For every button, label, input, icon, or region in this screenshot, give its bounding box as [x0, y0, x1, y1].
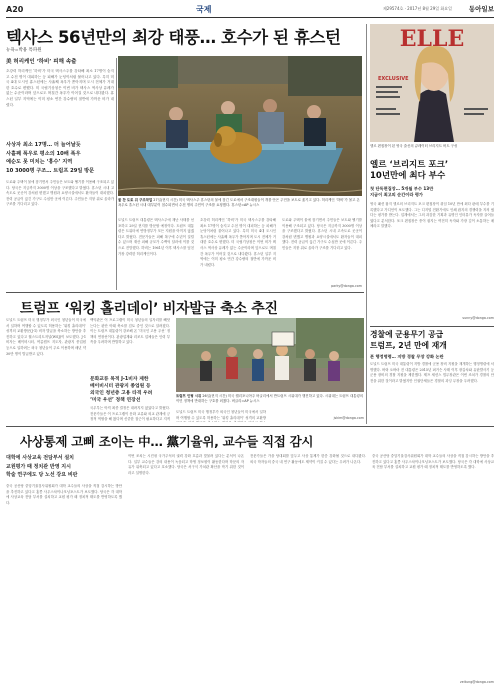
school-body-col3: 전문가들은 가을 당대회를 앞두고 사상 통제가 한층 강화될 것으로 내다봤다. 외국 학자들의 중국 내 연구 활동에도 제약이 커질 수 있다는 우려가 나온다.	[250, 454, 366, 464]
subtitle-line: ‘미국 우선’ 정책 연장선	[90, 398, 141, 403]
flood-email: parky@donga.com	[331, 284, 362, 288]
caption-title: 물 찬 도로 위 구조작업	[118, 198, 153, 202]
section-divider	[6, 426, 494, 427]
school-email: zeitung@donga.com	[460, 680, 494, 684]
subtitle-line: 첫 단독편집장… 5개월 부수 13만	[370, 186, 434, 191]
school-body-col4: 중국 공산당 중앙기율검사위원회가 대학 교수들의 사상을 직접 감시하는 방안을 추진하고 있다고 홍콩 사우스차이나모닝포스트가 보도했다. 당국은 각 대학에 사상교육 전담 부서를 설치하고 교원 평가 때 정치적 태도를 반영하도록 했다.	[372, 454, 494, 470]
cover-label: EXCLUSIVE	[378, 76, 409, 82]
column-divider	[116, 58, 117, 290]
subtitle-line: 베이비시터 관광지 종업원 등	[90, 384, 151, 389]
visa-body-col2: 백악관은 이 프로그램이 미국 청년들의 일자리를 빼앗는다는 판단 아래 축소를 검토 중인 것으로 알려졌다. 이는 트럼프 대통령이 강조해 온 ‘미국인 고용 우선’ 정책의 연장선이다. 관광업계와 리조트 업체들은 인력 부족을 우려하며 반발하고 있다.	[90, 318, 170, 345]
visa-headline: 트럼프 ‘워킹 홀리데이’ 비자발급 축소 추진	[20, 301, 278, 317]
elle-email: sunny@donga.com	[462, 316, 494, 320]
dateline: 제29574호 · 2017년 8월 29일 화요일	[382, 6, 452, 11]
newspaper-name: 동아일보	[468, 5, 494, 13]
visa-body-col3: 도널드 트럼프 미국 행정부가 외국인 청년들이 미국에서 일하며 여행할 수 있도록 허용하는 ‘워킹 홀리데이’ 성격의 교환방	[176, 410, 266, 420]
subtitle-line: 사상자 최소 17명… 더 늘어날듯	[6, 142, 81, 148]
subtitle-line: 문화교류 목적 J-1비자 제한	[90, 377, 149, 382]
caption-text: 26일(현지 시간) 미국 캘리포니아주 버클리에서 반트럼프 시위대가 행진하고 있다. 시위대는 트럼프 대통령의 이민 정책에 반대하는 구호를 외쳤다.	[176, 394, 364, 403]
visa-subtitle	[90, 376, 172, 404]
photo-credit: 버클리=AP 뉴시스	[231, 399, 260, 403]
school-body-col2: 이번 조치는 시진핑 국가주석의 권력 강화 흐름과 맞물려 있다는 분석이 나온다. 일부 교수들은 강의 내용이 녹음되고 학생 정보원이 활동한다며 학문의 자유가 위축되고 있다고 호소했다. 당국은 서구식 가치관 확산을 막기 위한 것이라고 설명한다.	[128, 454, 244, 475]
visa-body-col2b: 국무부는 아직 최종 결정은 내려지지 않았다고 밝혔다. 전문가들은 이 프로그램이 문화 교류와 외교 관계에 긍정적 역할을 해 왔다며 신중한 접근이 필요하다고 지적	[90, 406, 170, 422]
visa-email: jskim@donga.com	[333, 416, 364, 420]
brief-subtitle: 폰 행정명령… 지방 경찰 무장 강화 논란	[370, 354, 444, 359]
subtitle-line: 사흘째 폭우로 평소의 10배 폭우	[6, 150, 81, 157]
section-label: 국제	[196, 5, 212, 14]
subtitle-line: 예순도 못 미치는 ‘홍수’ 지역	[6, 159, 73, 166]
visa-body-col1: 도널드 트럼프 미국 행정부가 외국인 청년들이 미국에서 일하며 여행할 수 있도록 허용하는 ‘워킹 홀리데이’ 성격의 교환방문(J-1) 비자 발급을 축소하는 방안을 추진하고 있다고 월스트리트저널(WSJ)이 보도했다. J-1 비자는 베이비시터, 여름캠프 지도자, 관광지 종업원 등으로 일하려는 외국 청년들이 주로 이용하며 매년 약 30만 명이 발급받고 있다.	[6, 318, 86, 356]
section-divider	[6, 292, 364, 293]
caption-text: 27일(현지 시간) 미국 텍사스주 휴스턴의 물에 잠긴 도로에서 구조대원들이 개를 안은 주민을 보트로 옮기고 있다. 허리케인 ‘하비’가 몰고 온 폭우로 휴스턴 시내 대부분이 침수되면서 수천 명의 주민이 구조를 요청했다.	[118, 198, 360, 207]
elle-headline	[370, 160, 448, 182]
flood-subheads	[6, 141, 116, 175]
subtitle-line: 외국인 청년층 고용 타격 우려	[90, 391, 153, 396]
subtitle-line: 지금이 최고의 순간이라 평가	[370, 192, 423, 197]
elle-cover-caption: 엘르 편집장이 된 영국 출신의 큐레이터 브리지트 버트 구성	[370, 144, 458, 148]
flood-photo	[118, 56, 362, 196]
flood-body-col3: 초강력 허리케인 ‘하비’가 미국 텍사스주를 강타해 최소 17명이 숨지고 수천 명이 대피하는 등 피해가 눈덩이처럼 불어나고 있다. 특히 미국 4대 도시인 휴스턴에는 사흘째 폭우가 쏟아지며 도시 전체가 거대한 호수로 변했다. 미 국립기상청은 이번 비가 텍사스 역사상 유례가 없는 수준이라며 앞으로도 며칠간 폭우가 이어질 것으로 내다봤다. 휴스턴 일부 지역에는 이미 평소 연간 강수량의 절반에 가까운 비가 내렸다.	[200, 218, 276, 267]
flood-body-col1: 도로와 주택이 물에 잠기면서 주민들은 보트와 헬기를 이용해 구조되고 있다. 당국은 지금까지 3000명 이상을 구조했다고 밝혔다. 휴스턴 시내 고속도로 곳곳이 강처럼 변했고 병원과 요양시설에서도 환자들이 대피했다. 전력 공급이 끊긴 가구도 수십만 곳에 이른다. 주민들은 지붕 위로 올라가 구조를 기다리고 있다.	[6, 180, 114, 207]
elle-headline-line: 엘르 ‘브리지트 포크’	[370, 160, 449, 170]
flood-caption	[118, 198, 362, 215]
subtitle-line: 10 3000명 구조… 트럼프 29일 방문	[6, 167, 95, 174]
column-divider	[366, 24, 367, 424]
subtitle-line: 학술 연구에도 당 노선 강요 비판	[6, 472, 78, 478]
flood-body-col2: 도널드 트럼프 대통령은 텍사스주에 재난 사태를 선포하고 29일 현지를 방문할 예정이다. 트럼프 대통령은 트위터에 연방정부가 모든 지원을 아끼지 않겠다고 밝혔다. 전문가들은 피해 복구에 수년이 걸릴 수 있으며 재산 피해 규모가 수백억 달러에 이를 것으로 전망했다. 하비는 1961년 이후 텍사스를 덮친 가장 강력한 허리케인이다.	[118, 218, 194, 256]
visa-caption	[176, 394, 364, 408]
school-subtitle	[6, 454, 122, 480]
flood-byline: 뉴욕=박용 특파원	[6, 48, 42, 53]
subtitle-line: 美 허리케인 ‘하비’ 피해 속출	[6, 59, 77, 65]
brief-headline-line: 경찰에 군용무기 공급	[370, 330, 444, 339]
flood-subtitle	[6, 58, 116, 67]
elle-cover-image	[370, 24, 494, 142]
visa-photo	[176, 318, 364, 392]
elle-body: 영국 패션 잡지 엘르의 브리지트 포크 편집장이 취임 10년 만에 최다 판매 부수를 기록했다고 가디언이 보도했다. 그는 디지털 전환기에도 인쇄 잡지의 경쟁력을 지켜 냈다는 평가를 받는다. 업계에서는 그의 과감한 기획과 유명인 인터뷰가 독자를 끌어들였다고 분석한다. 포크 편집장은 종이 잡지는 여전히 독자와 가장 깊이 소통하는 매체라고 말했다.	[370, 202, 494, 229]
flood-lead-text: 초강력 허리케인 ‘하비’가 미국 텍사스주를 강타해 최소 17명이 숨지고 수천 명이 대피하는 등 피해가 눈덩이처럼 불어나고 있다. 특히 미국 4대 도시인 휴스턴에는 사흘째 폭우가 쏟아지며 도시 전체가 거대한 호수로 변했다. 미 국립기상청은 이번 비가 텍사스 역사상 유례가 없는 수준이라며 앞으로도 며칠간 폭우가 이어질 것으로 내다봤다. 휴스턴 일부 지역에는 이미 평소 연간 강수량의 절반에 가까운 비가 내렸다.	[6, 69, 114, 107]
elle-subtitle	[370, 186, 494, 198]
school-body-col1: 중국 공산당 중앙기율검사위원회가 대학 교수들의 사상을 직접 감시하는 방안을 추진하고 있다고 홍콩 사우스차이나모닝포스트가 보도했다. 당국은 각 대학에 사상교육 전담 부서를 설치하고 교원 평가 때 정치적 태도를 반영하도록 했다.	[6, 484, 122, 505]
subtitle-line: 교원평가 때 정치관 반영 지시	[6, 463, 71, 470]
caption-title: 트럼프 인형 시위	[176, 394, 202, 398]
page-number: A20	[6, 5, 24, 14]
elle-logo: ELLE	[399, 26, 465, 52]
brief-headline-line: 트럼프, 2년 만에 재개	[370, 340, 447, 350]
subtitle-line: 대학에 사상교육 전담부서 설치	[6, 455, 75, 461]
brief-headline	[370, 330, 447, 351]
brief-body: 도널드 트럼프 미국 대통령이 지방 경찰에 군용 장비 지원을 재개하는 행정명령에 서명했다. 버락 오바마 전 대통령은 2015년 퍼거슨 사태 이후 장갑차와 유탄발사기 등 군용 장비의 경찰 지원을 제한했다. 제프 세션스 법무장관은 이번 조치가 경찰의 안전을 위한 것이라고 밝혔지만 인권단체들은 경찰의 과잉 무장을 우려했다.	[370, 362, 494, 383]
flood-headline: 텍사스 56년만의 최강 태풍… 호수가 된 휴스턴	[6, 28, 341, 47]
elle-headline-line: 10년만에 최다 부수	[370, 171, 446, 181]
photo-credit: 휴스턴=AP 뉴시스	[231, 203, 260, 207]
masthead	[6, 4, 494, 18]
section-divider	[370, 326, 494, 327]
flood-body-col4: 도로와 주택이 물에 잠기면서 주민들은 보트와 헬기를 이용해 구조되고 있다. 당국은 지금까지 3000명 이상을 구조했다고 밝혔다. 휴스턴 시내 고속도로 곳곳이 강처럼 변했고 병원과 요양시설에서도 환자들이 대피했다. 전력 공급이 끊긴 가구도 수십만 곳에 이른다. 주민들은 지붕 위로 올라가 구조를 기다리고 있다.	[282, 218, 362, 250]
school-headline: 사상통제 고삐 조이는 中… 黨기율위, 교수들 직접 감시	[20, 434, 314, 449]
